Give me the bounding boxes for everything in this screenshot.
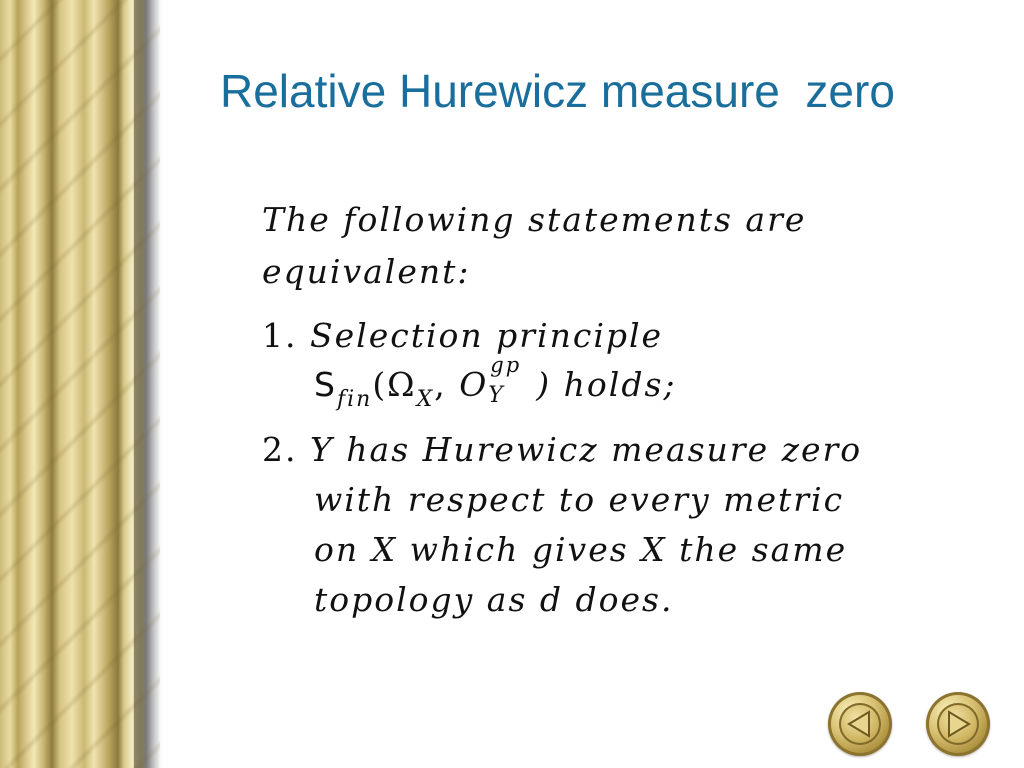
formula-o: O xyxy=(459,365,489,404)
item-1 xyxy=(262,316,664,355)
item-2-line-4: topology as d does. xyxy=(314,580,674,619)
formula-fin: fin xyxy=(336,387,373,412)
item-2-number: 2. xyxy=(262,430,298,469)
previous-slide-button[interactable] xyxy=(828,692,892,756)
triangle-left-icon xyxy=(828,692,892,756)
item-2-line-3: on X which gives X the same xyxy=(314,530,848,569)
formula-holds: ) holds; xyxy=(536,365,677,404)
slide-title: Relative Hurewicz measure zero xyxy=(220,65,895,117)
intro-line-2: equivalent: xyxy=(262,252,471,291)
next-slide-button[interactable] xyxy=(926,692,990,756)
item-2-line-1: Y has Hurewicz measure zero xyxy=(310,430,863,469)
item-1-text: Selection principle xyxy=(310,316,664,355)
formula-x: X xyxy=(416,387,435,412)
triangle-right-icon xyxy=(926,692,990,756)
item-1-number: 1. xyxy=(262,316,298,355)
column-shadow xyxy=(134,0,164,768)
item-2-line-2: with respect to every metric xyxy=(314,480,845,519)
formula-gp: gp xyxy=(490,353,522,377)
formula-omega: (Ω xyxy=(372,365,417,404)
intro-line-1: The following statements are xyxy=(262,200,807,239)
formula-gp-y xyxy=(488,353,536,408)
formula-y: Y xyxy=(488,383,505,408)
item-1-formula xyxy=(314,353,677,412)
item-2 xyxy=(262,430,863,469)
formula-s: S xyxy=(314,365,337,404)
formula-comma: , xyxy=(434,365,460,404)
